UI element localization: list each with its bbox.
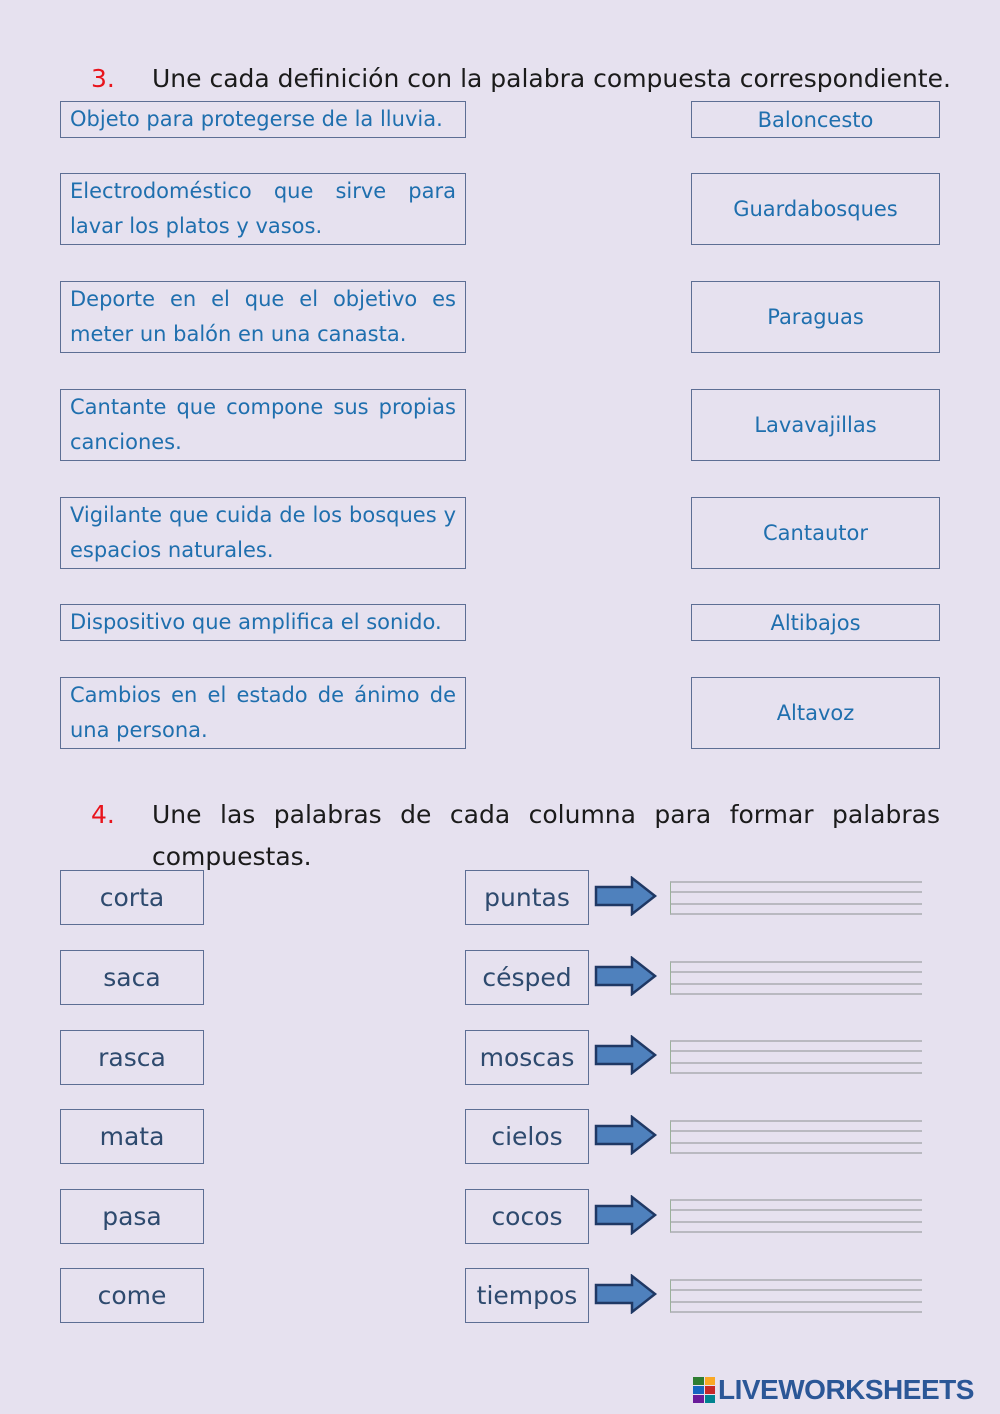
compound-word-box[interactable]: Cantautor — [691, 497, 940, 569]
compound-word-box[interactable]: Lavavajillas — [691, 389, 940, 461]
definition-box[interactable]: Cambios en el estado de ánimo de una persona. — [60, 677, 466, 749]
answer-writing-lines[interactable] — [670, 881, 922, 915]
answer-writing-lines[interactable] — [670, 1279, 922, 1313]
right-word-box[interactable]: puntas — [465, 870, 589, 925]
definition-box[interactable]: Electrodoméstico que sirve para lavar los platos y vasos. — [60, 173, 466, 245]
left-word-box[interactable]: mata — [60, 1109, 204, 1164]
definition-box[interactable]: Objeto para protegerse de la lluvia. — [60, 101, 466, 138]
arrow-right-icon — [594, 1035, 658, 1075]
arrow-right-icon — [594, 1274, 658, 1314]
definition-box[interactable]: Vigilante que cuida de los bosques y espacios naturales. — [60, 497, 466, 569]
left-word-box[interactable]: rasca — [60, 1030, 204, 1085]
answer-writing-lines[interactable] — [670, 1040, 922, 1074]
compound-word-box[interactable]: Paraguas — [691, 281, 940, 353]
right-word-box[interactable]: cielos — [465, 1109, 589, 1164]
answer-writing-lines[interactable] — [670, 1199, 922, 1233]
right-word-box[interactable]: cocos — [465, 1189, 589, 1244]
exercise-4-number: 4. — [91, 800, 115, 829]
left-word-box[interactable]: corta — [60, 870, 204, 925]
right-word-box[interactable]: moscas — [465, 1030, 589, 1085]
arrow-right-icon — [594, 956, 658, 996]
exercise-4-instruction — [152, 794, 940, 878]
definition-box[interactable]: Cantante que compone sus propias canciones. — [60, 389, 466, 461]
left-word-box[interactable]: pasa — [60, 1189, 204, 1244]
exercise-3-number: 3. — [91, 64, 115, 93]
definition-box[interactable]: Deporte en el que el objetivo es meter un balón en una canasta. — [60, 281, 466, 353]
answer-writing-lines[interactable] — [670, 1120, 922, 1154]
exercise-4-instruction-line1: Une las palabras de cada columna para formar palabras — [152, 800, 940, 829]
compound-word-box[interactable]: Altavoz — [691, 677, 940, 749]
definition-box[interactable]: Dispositivo que amplifica el sonido. — [60, 604, 466, 641]
arrow-right-icon — [594, 1115, 658, 1155]
answer-writing-lines[interactable] — [670, 961, 922, 995]
exercise-4-instruction-line2: compuestas. — [152, 842, 312, 871]
compound-word-box[interactable]: Guardabosques — [691, 173, 940, 245]
left-word-box[interactable]: saca — [60, 950, 204, 1005]
arrow-right-icon — [594, 1195, 658, 1235]
logo-text: LIVEWORKSHEETS — [718, 1374, 974, 1405]
exercise-3-instruction: Une cada definición con la palabra compuesta correspondiente. — [152, 64, 951, 93]
compound-word-box[interactable]: Baloncesto — [691, 101, 940, 138]
arrow-right-icon — [594, 876, 658, 916]
compound-word-box[interactable]: Altibajos — [691, 604, 940, 641]
liveworksheets-logo[interactable] — [693, 1372, 974, 1408]
right-word-box[interactable]: césped — [465, 950, 589, 1005]
right-word-box[interactable]: tiempos — [465, 1268, 589, 1323]
liveworksheets-logo-icon — [693, 1377, 715, 1403]
left-word-box[interactable]: come — [60, 1268, 204, 1323]
